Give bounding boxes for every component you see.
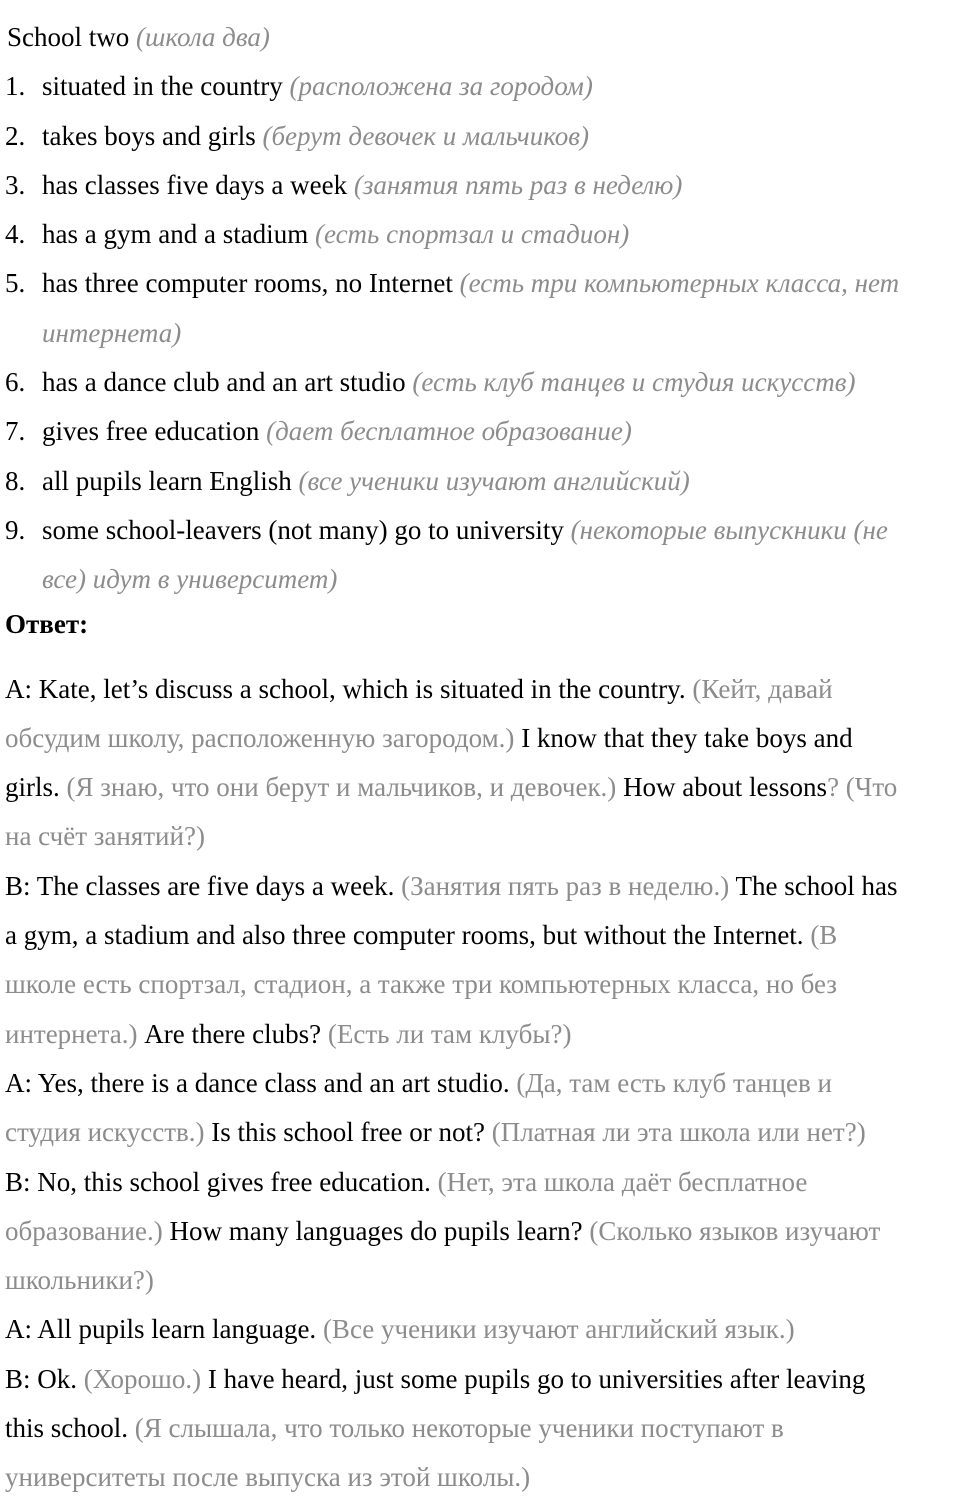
list-item bbox=[5, 362, 952, 411]
dialogue-ru: (Я слышала, что только некоторые ученики поступают в bbox=[134, 1413, 784, 1444]
dialogue-ru: (Сколько языков изучают bbox=[589, 1215, 881, 1246]
dialogue-line bbox=[5, 915, 952, 964]
item-ru: (расположена за городом) bbox=[289, 71, 593, 102]
dialogue-line bbox=[5, 669, 952, 718]
dialogue-ru: на счёт занятий?) bbox=[5, 821, 205, 852]
dialogue-ru: интернета.) bbox=[5, 1018, 138, 1049]
dialogue-ru: школе есть спортзал, стадион, а также три компьютерных класса, но без bbox=[5, 969, 837, 1000]
list-item bbox=[5, 66, 952, 115]
dialogue-ru: (Занятия пять раз в неделю.) bbox=[401, 870, 730, 901]
item-ru: (некоторые выпускники (не bbox=[570, 514, 888, 545]
dialogue-line bbox=[5, 1359, 952, 1408]
dialogue-ru: (Нет, эта школа даёт бесплатное bbox=[437, 1166, 808, 1197]
heading-ru: (школа два) bbox=[136, 22, 270, 52]
dialogue-line bbox=[5, 1260, 952, 1309]
item-number: 5. bbox=[5, 268, 26, 299]
dialogue-line bbox=[5, 1063, 952, 1112]
dialogue-ru: (Кейт, давай bbox=[692, 673, 833, 704]
dialogue-line bbox=[5, 1309, 952, 1358]
dialogue-en: How about lessons bbox=[623, 772, 828, 803]
item-en: has three computer rooms, no Internet bbox=[42, 268, 453, 299]
dialogue-line bbox=[5, 816, 952, 865]
item-number: 4. bbox=[5, 219, 26, 250]
dialogue-en: a gym, a stadium and also three computer rooms, but without the Internet. bbox=[5, 920, 804, 951]
dialogue-line bbox=[5, 1014, 952, 1063]
dialogue-line bbox=[5, 1162, 952, 1211]
item-en: all pupils learn English bbox=[42, 465, 292, 496]
item-ru: (есть три компьютерных класса, нет bbox=[459, 268, 900, 299]
dialogue-line bbox=[5, 718, 952, 767]
dialogue-ru: ? (Что bbox=[827, 772, 898, 803]
item-number: 7. bbox=[5, 416, 26, 447]
dialogue-ru: образование.) bbox=[5, 1215, 163, 1246]
dialogue-en: girls. bbox=[5, 772, 60, 803]
item-number: 3. bbox=[5, 169, 26, 200]
item-ru: (есть спортзал и стадион) bbox=[314, 219, 630, 250]
dialogue-line bbox=[5, 866, 952, 915]
dialogue-line bbox=[5, 964, 952, 1013]
item-en: situated in the country bbox=[42, 71, 283, 102]
list-item bbox=[5, 461, 952, 510]
item-en: has a dance club and an art studio bbox=[42, 367, 406, 398]
list-item bbox=[5, 411, 952, 460]
dialogue-en: I know that they take boys and bbox=[521, 722, 853, 753]
list-item-continuation bbox=[5, 559, 952, 608]
item-number: 2. bbox=[5, 120, 26, 151]
list-item-continuation bbox=[5, 313, 952, 362]
item-number: 6. bbox=[5, 367, 26, 398]
dialogue-ru: школьники?) bbox=[5, 1265, 154, 1296]
list-item bbox=[5, 263, 952, 312]
item-number: 9. bbox=[5, 514, 26, 545]
dialogue-ru: обсудим школу, расположенную загородом.) bbox=[5, 722, 515, 753]
dialogue-en: How many languages do pupils learn? bbox=[169, 1215, 583, 1246]
dialogue-en: Is this school free or not? bbox=[211, 1117, 485, 1148]
dialogue-ru: (Платная ли эта школа или нет?) bbox=[491, 1117, 866, 1148]
dialogue-line bbox=[5, 1112, 952, 1161]
item-ru-cont: интернета) bbox=[42, 317, 182, 348]
dialogue-ru: университеты после выпуска из этой школы.) bbox=[5, 1462, 531, 1493]
item-ru: (есть клуб танцев и студия искусств) bbox=[412, 367, 856, 398]
list-item bbox=[5, 214, 952, 263]
item-number: 8. bbox=[5, 465, 26, 496]
item-en: some school-leavers (not many) go to university bbox=[42, 514, 564, 545]
answer-label: Ответ: bbox=[5, 608, 89, 639]
section-heading bbox=[5, 17, 952, 66]
dialogue-ru: студия искусств.) bbox=[5, 1117, 205, 1148]
dialogue-line bbox=[5, 1211, 952, 1260]
item-ru-cont: все) идут в университет) bbox=[42, 564, 338, 595]
dialogue-en: B: No, this school gives free education. bbox=[5, 1166, 431, 1197]
item-en: gives free education bbox=[42, 416, 260, 447]
item-ru: (занятия пять раз в неделю) bbox=[353, 169, 683, 200]
dialogue-ru: (Да, там есть клуб танцев и bbox=[516, 1067, 832, 1098]
item-en: has a gym and a stadium bbox=[42, 219, 309, 250]
list-item bbox=[5, 165, 952, 214]
heading-en: School two bbox=[7, 22, 130, 52]
dialogue-line bbox=[5, 1457, 952, 1506]
item-number: 1. bbox=[5, 71, 26, 102]
dialogue-en: B: The classes are five days a week. bbox=[5, 870, 395, 901]
list-item bbox=[5, 510, 952, 559]
item-en: has classes five days a week bbox=[42, 169, 348, 200]
dialogue-ru: (Есть ли там клубы?) bbox=[327, 1018, 572, 1049]
dialogue-en: A: All pupils learn language. bbox=[5, 1314, 317, 1345]
item-ru: (все ученики изучают английский) bbox=[298, 465, 690, 496]
dialogue-en: B: Ok. bbox=[5, 1363, 78, 1394]
item-ru: (дает бесплатное образование) bbox=[266, 416, 632, 447]
dialogue-en: A: Yes, there is a dance class and an art studio. bbox=[5, 1067, 510, 1098]
item-ru: (берут девочек и мальчиков) bbox=[262, 120, 590, 151]
dialogue-en: I have heard, just some pupils go to universities after leaving bbox=[207, 1363, 866, 1394]
dialogue-en: Are there clubs? bbox=[144, 1018, 322, 1049]
dialogue-ru: (В bbox=[810, 920, 838, 951]
dialogue-ru: (Все ученики изучают английский язык.) bbox=[322, 1314, 795, 1345]
dialogue-en: The school has bbox=[735, 870, 898, 901]
list-item bbox=[5, 116, 952, 165]
dialogue-ru: (Хорошо.) bbox=[83, 1363, 202, 1394]
item-en: takes boys and girls bbox=[42, 120, 256, 151]
dialogue-line bbox=[5, 767, 952, 816]
dialogue-en: A: Kate, let’s discuss a school, which is situated in the country. bbox=[5, 673, 686, 704]
dialogue-line bbox=[5, 1408, 952, 1457]
dialogue-ru: (Я знаю, что они берут и мальчиков, и девочек.) bbox=[66, 772, 617, 803]
dialogue-en: this school. bbox=[5, 1413, 129, 1444]
